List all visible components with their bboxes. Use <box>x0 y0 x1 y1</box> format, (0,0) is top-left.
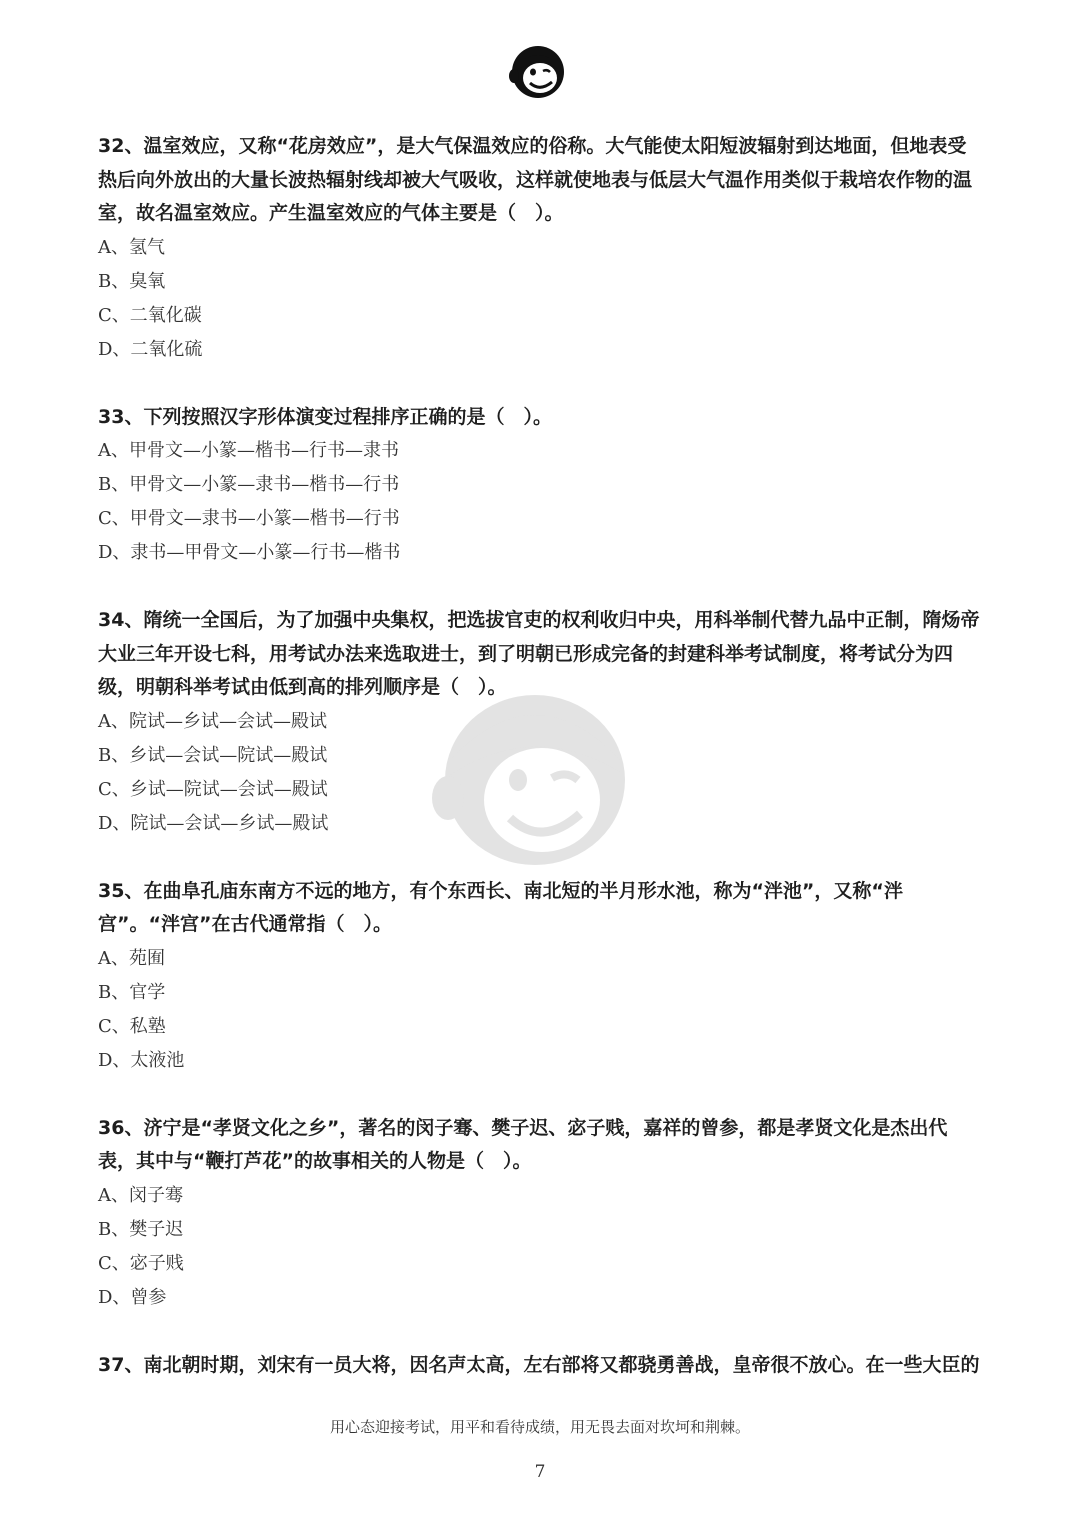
option-a: A、闵子骞 <box>98 1184 183 1206</box>
option-c: C、私塾 <box>98 1015 166 1037</box>
question-stem: 34、隋统一全国后，为了加强中央集权，把选拔官吏的权利收归中央，用科举制代替九品中正制，隋炀帝大业三年开设七科，用考试办法来选取进士，到了明朝已形成完备的封建科举考试制度，将考试分为四级，明朝科举考试由低到高的排列顺序是（ ）。 <box>98 609 980 698</box>
footer-motto: 用心态迎接考试，用平和看待成绩，用无畏去面对坎坷和荆棘。 <box>329 1418 750 1436</box>
option-c: C、宓子贱 <box>98 1252 184 1274</box>
option-a: A、苑囿 <box>98 947 165 969</box>
question-33 <box>98 401 983 571</box>
option-c: C、乡试—院试—会试—殿试 <box>98 778 328 800</box>
question-37 <box>98 1349 983 1383</box>
option-d: D、院试—会试—乡试—殿试 <box>98 812 329 834</box>
question-stem: 35、在曲阜孔庙东南方不远的地方，有个东西长、南北短的半月形水池，称为“泮池”，又称“泮宫”。“泮宫”在古代通常指（ ）。 <box>98 879 903 935</box>
option-d: D、二氧化硫 <box>98 338 203 360</box>
option-a: A、院试—乡试—会试—殿试 <box>98 710 327 732</box>
option-a: A、氢气 <box>98 236 165 258</box>
option-b: B、臭氧 <box>98 270 166 292</box>
option-b: B、樊子迟 <box>98 1218 184 1240</box>
option-d: D、太液池 <box>98 1049 185 1071</box>
question-list <box>98 130 983 1382</box>
option-d: D、曾参 <box>98 1286 167 1308</box>
option-b: B、甲骨文—小篆—隶书—楷书—行书 <box>98 474 400 495</box>
question-stem: 36、济宁是“孝贤文化之乡”，著名的闵子骞、樊子迟、宓子贱，嘉祥的曾参，都是孝贤文化是杰出代表，其中与“鞭打芦花”的故事相关的人物是（ ）。 <box>98 1116 948 1172</box>
question-35 <box>98 875 983 1078</box>
option-c: C、二氧化碳 <box>98 304 202 326</box>
question-stem: 33、下列按照汉字形体演变过程排序正确的是（ ）。 <box>98 405 552 428</box>
monkey-logo-icon <box>506 40 570 100</box>
question-stem: 32、温室效应，又称“花房效应”，是大气保温效应的俗称。大气能使太阳短波辐射到达地面，但地表受热后向外放出的大量长波热辐射线却被大气吸收，这样就使地表与低层大气温作用类似于栽培农作物的温室，故名温室效应。产生温室效应的气体主要是（ ）。 <box>98 135 973 224</box>
option-d: D、隶书—甲骨文—小篆—行书—楷书 <box>98 542 401 563</box>
page-number: 7 <box>534 1462 546 1482</box>
option-a: A、甲骨文—小篆—楷书—行书—隶书 <box>98 440 399 461</box>
option-c: C、甲骨文—隶书—小篆—楷书—行书 <box>98 508 400 529</box>
question-34 <box>98 604 983 841</box>
question-36 <box>98 1112 983 1315</box>
question-32 <box>98 130 983 367</box>
option-b: B、乡试—会试—院试—殿试 <box>98 744 328 766</box>
question-stem: 37、南北朝时期，刘宋有一员大将，因名声太高，左右部将又都骁勇善战，皇帝很不放心。在一些大臣的 <box>98 1353 980 1376</box>
option-b: B、官学 <box>98 981 166 1003</box>
